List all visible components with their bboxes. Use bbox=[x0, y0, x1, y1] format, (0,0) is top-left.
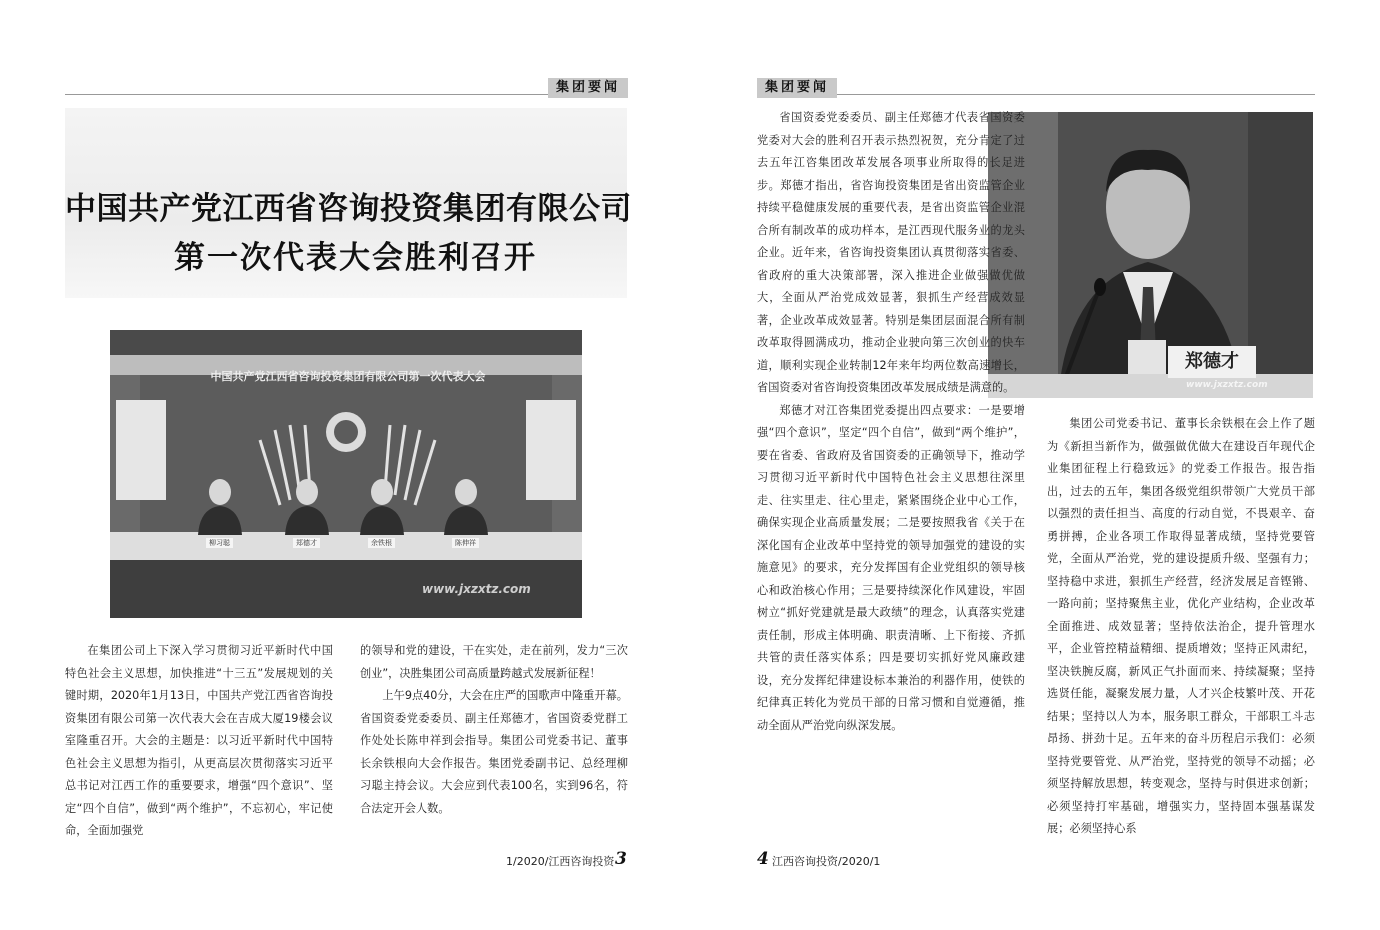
paragraph: 在集团公司上下深入学习贯彻习近平新时代中国特色社会主义思想，加快推进“十三五”发展规划的关键时期，2020年1月13日，中国共产党江西省咨询投资集团有限公司第一次代表大会在吉成大厦19楼会议室隆重召开。大会的主题是：以习近平新时代中国特色社会主义思想为指引，从更高层次贯彻落实习近平总书记对江西工作的重要要求，增强“四个意识”、坚定“四个自信”，做到“两个维护”，不忘初心，牢记使命，全面加强党 bbox=[65, 644, 333, 837]
photo-watermark: www.jxzxtz.com bbox=[1186, 380, 1268, 390]
portrait-scene bbox=[988, 112, 1313, 398]
paragraph: 集团公司党委书记、董事长余铁根在会上作了题为《新担当新作为，做强做优做大在建设百年现代企业集团征程上行稳致远》的党委工作报告。报告指出，过去的五年，集团各级党组织带领广大党员干部以强烈的责任担当、高度的行动自觉，不畏艰辛、奋勇拼搏，企业各项工作取得显著成绩，坚持党要管党，全面从严治党，党的建设提质升级、坚强有力；坚持稳中求进，狠抓生产经营，经济发展足音铿锵、一路向前；坚持聚焦主业，优化产业结构，企业改革全面推进、成效显著；坚持依法治企，提升管理水平，企业管控精益精细、提质增效；坚持正风肃纪，坚决铁腕反腐，新风正气扑面而来、持续凝聚；坚持选贤任能，凝聚发展力量，人才兴企枝繁叶茂、开花结果；坚持以人为本，服务职工群众，干部职工斗志昂扬、拼劲十足。五年来的奋斗历程启示我们：必须坚持党要管党、从严治党，坚持党的领导不动摇；必须坚持解放思想，转变观念，坚持与时俱进求创新；必须坚持打牢基础，增强实力，坚持固本强基谋发展；必须坚持心系 bbox=[1047, 417, 1315, 835]
left-column-1 bbox=[65, 640, 333, 843]
nameplate: 余铁根 bbox=[368, 538, 395, 548]
right-column-1 bbox=[757, 107, 1025, 737]
speaker-nameplate: 郑德才 bbox=[1168, 346, 1256, 378]
paragraph: 省国资委党委委员、副主任郑德才代表省国资委党委对大会的胜利召开表示热烈祝贺，充分肯定了过去五年江咨集团改革发展各项事业所取得的长足进步。郑德才指出，省咨询投资集团是省出资监管企业持续平稳健康发展的重要代表，是省出资监管企业混合所有制改革的成功样本，是江西现代服务业的龙头企业。近年来，省咨询投资集团认真贯彻落实省委、省政府的重大决策部署，深入推进企业做强做优做大，全面从严治党成效显著，狠抓生产经营成效显著，企业改革成效显著。特别是集团层面混合所有制改革取得圆满成功，推动企业驶向第三次创业的快车道，顺利实现企业转制12年来年均两位数高速增长，省国资委对省咨询投资集团改革发展成绩是满意的。 bbox=[757, 111, 1025, 394]
page-number-left: 3 bbox=[615, 849, 627, 869]
article-title-line2: 第一次代表大会胜利召开 bbox=[174, 240, 537, 276]
folio-left-text: 1/2020/江西咨询投资 bbox=[506, 855, 615, 868]
photo-banner-text: 中国共产党江西省咨询投资集团有限公司第一次代表大会 bbox=[210, 370, 486, 383]
paragraph: 上午9点40分，大会在庄严的国歌声中隆重开幕。省国资委党委委员、副主任郑德才，省国资委党群工作处处长陈申祥到会指导。集团公司党委书记、董事长余铁根向大会作报告。集团党委副书记、总经理柳习聪主持会议。大会应到代表100名，实到96名，符合法定开会人数。 bbox=[360, 689, 628, 815]
conference-photo bbox=[110, 330, 582, 618]
page-number-right: 4 bbox=[757, 849, 769, 869]
paragraph: 郑德才对江咨集团党委提出四点要求：一是要增强“四个意识”，坚定“四个自信”，做到“两个维护”，要在省委、省政府及省国资委的正确领导下，推动学习贯彻习近平新时代中国特色社会主义思想往深里走、往实里走、往心里走，紧紧围绕企业中心工作，确保实现企业高质量发展；二是要按照我省《关于在深化国有企业改革中坚持党的领导加强党的建设的实施意见》的要求，充分发挥国有企业党组织的领导核心和政治核心作用；三是要持续深化作风建设，牢固树立“抓好党建就是最大政绩”的理念，认真落实党建责任制，形成主体明确、职责清晰、上下衔接、齐抓共管的责任落实体系；四是要切实抓好党风廉政建设，充分发挥纪律建设标本兼治的利器作用，使铁的纪律真正转化为党员干部的日常习惯和自觉遵循，推动全面从严治党向纵深发展。 bbox=[757, 403, 1025, 732]
photo-watermark: www.jxzxtz.com bbox=[422, 582, 531, 596]
section-tag-left: 集团要闻 bbox=[548, 78, 628, 98]
section-rule-left bbox=[65, 94, 627, 95]
portrait-photo bbox=[988, 112, 1313, 398]
article-title-line1: 中国共产党江西省咨询投资集团有限公司 bbox=[65, 191, 632, 227]
nameplate: 柳习聪 bbox=[206, 538, 233, 548]
paragraph: 的领导和党的建设，干在实处，走在前列，发力“三次创业”，决胜集团公司高质量跨越式发展新征程！ bbox=[360, 644, 628, 680]
section-rule-right bbox=[757, 94, 1315, 95]
left-column-2 bbox=[360, 640, 628, 820]
right-column-2 bbox=[1047, 413, 1315, 841]
nameplate: 陈伸祥 bbox=[452, 538, 479, 548]
nameplate: 郑德才 bbox=[293, 538, 320, 548]
section-tag-right: 集团要闻 bbox=[757, 78, 837, 98]
folio-right-text: 江西咨询投资/2020/1 bbox=[772, 855, 881, 868]
